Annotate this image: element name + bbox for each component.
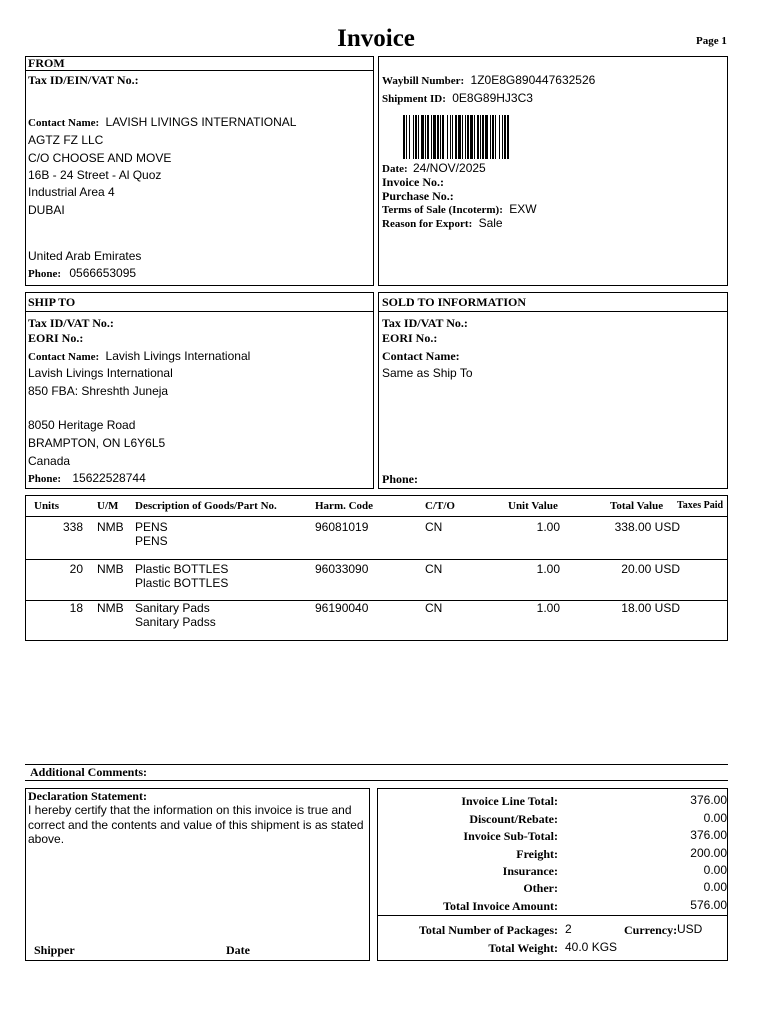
- from-tax-label: Tax ID/EIN/VAT No.:: [28, 73, 139, 87]
- terms-value: EXW: [509, 202, 537, 216]
- ship-to-phone: [28, 471, 146, 486]
- waybill: [382, 73, 595, 88]
- items-row-divider: [25, 559, 728, 560]
- total-label: Total Invoice Amount:: [443, 899, 558, 913]
- item-cto: CN: [425, 601, 443, 615]
- date: [382, 161, 486, 176]
- invoice-no-label: Invoice No.:: [382, 175, 444, 189]
- ship-to-line: 8050 Heritage Road: [28, 418, 136, 432]
- date-value: 24/NOV/2025: [413, 161, 486, 175]
- from-contact: [28, 115, 296, 130]
- declaration-text: I hereby certify that the information on this invoice is true and: [28, 803, 352, 817]
- total-value: 0.00: [703, 863, 727, 877]
- declaration-date-label: Date: [226, 943, 250, 957]
- col-units: Units: [34, 500, 60, 512]
- from-address-line: C/O CHOOSE AND MOVE: [28, 151, 172, 165]
- col-unit-value: Unit Value: [508, 500, 558, 512]
- item-description: Sanitary Padss: [135, 615, 216, 629]
- sold-to-heading: SOLD TO INFORMATION: [382, 295, 527, 309]
- col-total-value: Total Value: [610, 500, 664, 512]
- date-label: Date:: [382, 163, 408, 175]
- item-total-value: 338.00 USD: [614, 520, 680, 534]
- packages-value: 2: [565, 922, 572, 936]
- ship-to-tax-label: Tax ID/VAT No.:: [28, 316, 114, 330]
- item-cto: CN: [425, 520, 443, 534]
- item-description: Plastic BOTTLES: [135, 562, 229, 576]
- reason-for-export: [382, 216, 503, 231]
- sold-to-tax-label: Tax ID/VAT No.:: [382, 316, 468, 330]
- item-harm-code: 96081019: [315, 520, 369, 534]
- ship-to-eori-label: EORI No.:: [28, 331, 84, 345]
- col-description: Description of Goods/Part No.: [135, 500, 277, 512]
- ship-to-line: BRAMPTON, ON L6Y6L5: [28, 436, 166, 450]
- from-phone-label: Phone:: [28, 268, 61, 280]
- shipment-id-label: Shipment ID:: [382, 93, 446, 105]
- from-heading: FROM: [28, 56, 65, 70]
- weight-value: 40.0 KGS: [565, 940, 618, 954]
- page-number: Page 1: [696, 35, 727, 47]
- from-contact-label: Contact Name:: [28, 117, 100, 129]
- ship-to-line: 850 FBA: Shreshth Juneja: [28, 384, 169, 398]
- item-description: PENS: [135, 520, 168, 534]
- item-units: 338: [62, 520, 83, 534]
- total-label: Insurance:: [502, 864, 558, 878]
- waybill-value: 1Z0E8G890447632526: [470, 73, 596, 87]
- item-total-value: 20.00 USD: [621, 562, 680, 576]
- from-contact-name: LAVISH LIVINGS INTERNATIONAL: [105, 115, 297, 129]
- items-header-divider: [25, 516, 728, 517]
- declaration-text: above.: [28, 832, 65, 846]
- terms-label: Terms of Sale (Incoterm):: [382, 204, 503, 216]
- col-um: U/M: [97, 500, 119, 512]
- sold-to-divider: [378, 311, 728, 312]
- sold-to-same-as: Same as Ship To: [382, 366, 473, 380]
- col-taxes-paid: Taxes Paid: [677, 500, 724, 511]
- reason-label: Reason for Export:: [382, 218, 473, 230]
- item-description: PENS: [135, 534, 168, 548]
- totals-divider: [377, 915, 728, 916]
- col-cto: C/T/O: [425, 500, 455, 512]
- declaration-label: Declaration Statement:: [28, 789, 147, 803]
- sold-to-eori-label: EORI No.:: [382, 331, 438, 345]
- comments-bottom-rule: [25, 780, 728, 781]
- ship-to-line: Canada: [28, 454, 71, 468]
- ship-to-phone-label: Phone:: [28, 473, 61, 485]
- ship-to-divider: [25, 311, 374, 312]
- from-address-line: AGTZ FZ LLC: [28, 133, 104, 147]
- total-value: 0.00: [703, 880, 727, 894]
- total-label: Invoice Line Total:: [461, 794, 558, 808]
- item-harm-code: 96190040: [315, 601, 369, 615]
- ship-to-phone-value: 15622528744: [72, 471, 146, 485]
- total-label: Other:: [523, 881, 558, 895]
- packages-label: Total Number of Packages:: [419, 923, 558, 937]
- total-value: 376.00: [690, 793, 727, 807]
- item-units: 20: [69, 562, 83, 576]
- total-label: Invoice Sub-Total:: [463, 829, 558, 843]
- item-um: NMB: [97, 562, 124, 576]
- terms-of-sale: [382, 202, 537, 217]
- ship-to-contact-name: Lavish Livings International: [105, 349, 251, 363]
- from-phone: [28, 266, 136, 281]
- item-unit-value: 1.00: [536, 562, 560, 576]
- item-unit-value: 1.00: [536, 520, 560, 534]
- weight-label: Total Weight:: [488, 941, 558, 955]
- total-label: Discount/Rebate:: [469, 812, 558, 826]
- reason-value: Sale: [478, 216, 503, 230]
- item-cto: CN: [425, 562, 443, 576]
- comments-label: Additional Comments:: [30, 765, 148, 779]
- currency-value: USD: [677, 922, 703, 936]
- ship-to-contact: [28, 349, 250, 364]
- waybill-label: Waybill Number:: [382, 75, 465, 87]
- from-divider: [25, 70, 374, 71]
- ship-to-heading: SHIP TO: [28, 295, 76, 309]
- shipper-label: Shipper: [34, 943, 75, 957]
- shipment-id: [382, 91, 533, 106]
- item-unit-value: 1.00: [536, 601, 560, 615]
- from-address-line: DUBAI: [28, 203, 65, 217]
- currency-label: Currency:: [624, 923, 678, 937]
- barcode: [403, 115, 573, 159]
- page-title: Invoice: [337, 25, 415, 52]
- total-value: 200.00: [690, 846, 727, 860]
- col-harm-code: Harm. Code: [315, 500, 374, 512]
- ship-to-contact-label: Contact Name:: [28, 351, 100, 363]
- item-um: NMB: [97, 520, 124, 534]
- total-value: 376.00: [690, 828, 727, 842]
- purchase-no-label: Purchase No.:: [382, 189, 454, 203]
- item-um: NMB: [97, 601, 124, 615]
- from-phone-value: 0566653095: [69, 266, 137, 280]
- total-label: Freight:: [516, 847, 558, 861]
- item-total-value: 18.00 USD: [621, 601, 680, 615]
- sold-to-contact-label: Contact Name:: [382, 349, 460, 363]
- declaration-text: correct and the contents and value of this shipment is as stated: [28, 818, 364, 832]
- ship-to-line: Lavish Livings International: [28, 366, 173, 380]
- from-country: United Arab Emirates: [28, 249, 142, 263]
- total-value: 576.00: [690, 898, 727, 912]
- from-address-line: 16B - 24 Street - Al Quoz: [28, 168, 162, 182]
- shipment-id-value: 0E8G89HJ3C3: [452, 91, 533, 105]
- from-address-line: Industrial Area 4: [28, 185, 115, 199]
- sold-to-phone-label: Phone:: [382, 472, 418, 486]
- item-description: Plastic BOTTLES: [135, 576, 229, 590]
- item-harm-code: 96033090: [315, 562, 369, 576]
- item-units: 18: [69, 601, 83, 615]
- total-value: 0.00: [703, 811, 727, 825]
- item-description: Sanitary Pads: [135, 601, 210, 615]
